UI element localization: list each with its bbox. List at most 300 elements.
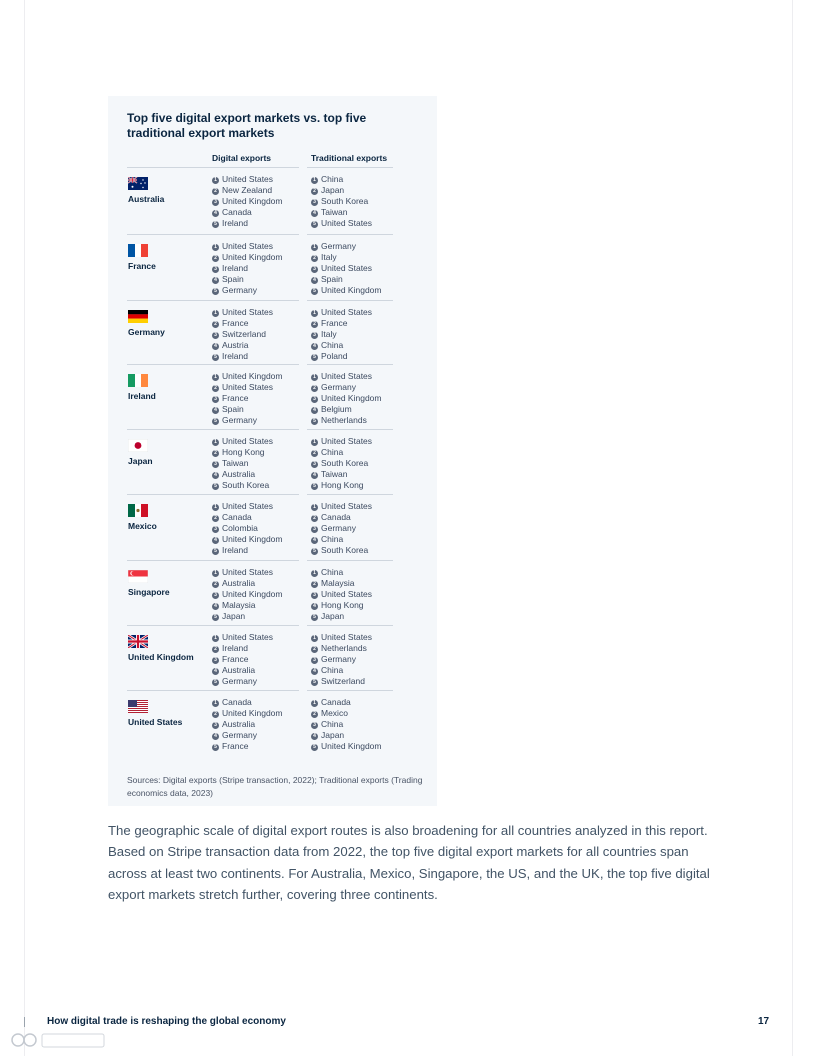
- rank-badge-icon: 2: [311, 581, 318, 588]
- row-divider: [127, 429, 214, 430]
- country-name: United Kingdom: [128, 652, 194, 662]
- market-list-item: [212, 415, 282, 426]
- traditional-export-markets-list: [311, 697, 381, 752]
- row-divider: [127, 560, 214, 561]
- market-name: Italy: [321, 329, 337, 339]
- country-row: [108, 697, 437, 763]
- header-divider: [127, 167, 214, 168]
- market-name: United States: [222, 307, 274, 317]
- market-list-item: [212, 480, 273, 491]
- row-divider: [127, 364, 214, 365]
- market-list-item: [212, 307, 273, 318]
- rank-badge-icon: 1: [311, 504, 318, 511]
- rank-badge-icon: 1: [311, 700, 318, 707]
- country-name: Ireland: [128, 391, 156, 401]
- market-list-item: [212, 263, 282, 274]
- country-row: [108, 501, 437, 567]
- rank-badge-icon: 5: [311, 548, 318, 555]
- rank-badge-icon: 2: [212, 385, 219, 392]
- market-name: United States: [321, 218, 373, 228]
- rank-badge-icon: 5: [311, 354, 318, 361]
- row-divider: [307, 690, 393, 691]
- rank-badge-icon: 1: [311, 310, 318, 317]
- rank-badge-icon: 3: [311, 657, 318, 664]
- rank-badge-icon: 2: [311, 711, 318, 718]
- market-name: Germany: [222, 730, 257, 740]
- country-row: [108, 632, 437, 698]
- digital-export-markets-list: [212, 632, 273, 687]
- market-name: South Korea: [321, 196, 369, 206]
- page-edge-right: [792, 0, 793, 1056]
- rank-badge-icon: 1: [311, 570, 318, 577]
- france-flag-icon: [128, 244, 148, 257]
- market-list-item: [212, 578, 282, 589]
- market-list-item: [311, 741, 381, 752]
- rank-badge-icon: 2: [212, 450, 219, 457]
- market-list-item: [311, 534, 372, 545]
- digital-exports-header: Digital exports: [212, 153, 272, 163]
- rank-badge-icon: 2: [212, 255, 219, 262]
- market-name: United States: [321, 371, 373, 381]
- market-name: United Kingdom: [222, 589, 283, 599]
- mexico-flag-icon: [128, 504, 148, 517]
- market-name: Spain: [321, 274, 343, 284]
- market-name: United Kingdom: [222, 534, 283, 544]
- traditional-export-markets-list: [311, 241, 381, 296]
- market-name: China: [321, 567, 344, 577]
- traditional-export-markets-list: [311, 632, 372, 687]
- rank-badge-icon: 4: [311, 343, 318, 350]
- row-divider: [212, 625, 299, 626]
- traditional-export-markets-list: [311, 567, 372, 622]
- market-list-item: [212, 218, 282, 229]
- market-list-item: [311, 340, 372, 351]
- market-list-item: [311, 185, 372, 196]
- market-name: Italy: [321, 252, 337, 262]
- market-name: France: [321, 318, 348, 328]
- rank-badge-icon: 4: [212, 343, 219, 350]
- rank-badge-icon: 5: [212, 548, 219, 555]
- market-name: France: [222, 393, 249, 403]
- ireland-flag-icon: [128, 374, 148, 387]
- market-name: France: [222, 654, 249, 664]
- market-list-item: [311, 600, 372, 611]
- rank-badge-icon: 4: [212, 537, 219, 544]
- market-list-item: [212, 708, 282, 719]
- market-list-item: [311, 436, 372, 447]
- digital-export-markets-list: [212, 241, 282, 296]
- rank-badge-icon: 4: [311, 407, 318, 414]
- market-name: China: [321, 534, 344, 544]
- market-name: China: [321, 719, 344, 729]
- market-name: China: [321, 340, 344, 350]
- market-name: Switzerland: [321, 676, 365, 686]
- rank-badge-icon: 5: [311, 288, 318, 295]
- body-paragraph: The geographic scale of digital export routes is also broadening for all countries analyzed in this report. Based on Stripe transaction data from 2022, the top five digital export markets for all countries span across at least two continents. For Australia, Mexico, Singapore, the US, and the UK, the top five digital export markets stretch further, covering three continents.: [108, 823, 710, 902]
- rank-badge-icon: 5: [212, 679, 219, 686]
- market-list-item: [311, 654, 372, 665]
- rank-badge-icon: 2: [212, 188, 219, 195]
- market-list-item: [311, 719, 381, 730]
- market-name: Hong Kong: [321, 600, 364, 610]
- digital-export-markets-list: [212, 174, 282, 229]
- rank-badge-icon: 1: [311, 177, 318, 184]
- rank-badge-icon: 2: [311, 646, 318, 653]
- page-edge-left: [24, 0, 25, 1056]
- rank-badge-icon: 4: [311, 277, 318, 284]
- market-name: United States: [222, 632, 274, 642]
- rank-badge-icon: 3: [212, 461, 219, 468]
- rank-badge-icon: 2: [212, 515, 219, 522]
- market-list-item: [311, 218, 372, 229]
- japan-flag-icon: [128, 439, 148, 452]
- market-list-item: [311, 318, 372, 329]
- market-list-item: [311, 469, 372, 480]
- market-list-item: [311, 730, 381, 741]
- rank-badge-icon: 1: [212, 635, 219, 642]
- row-divider: [127, 234, 214, 235]
- market-list-item: [311, 697, 381, 708]
- row-divider: [212, 429, 299, 430]
- market-name: Spain: [222, 404, 244, 414]
- market-name: France: [222, 741, 249, 751]
- market-list-item: [212, 719, 282, 730]
- rank-badge-icon: 4: [212, 407, 219, 414]
- germany-flag-icon: [128, 310, 148, 323]
- market-name: United Kingdom: [222, 252, 283, 262]
- market-name: Japan: [321, 185, 345, 195]
- row-divider: [127, 300, 214, 301]
- market-name: United States: [222, 567, 274, 577]
- market-name: Japan: [321, 730, 345, 740]
- market-name: United States: [321, 263, 373, 273]
- country-row: [108, 567, 437, 633]
- market-name: Malaysia: [222, 600, 256, 610]
- market-name: Germany: [222, 285, 257, 295]
- rank-badge-icon: 4: [311, 668, 318, 675]
- market-name: Australia: [222, 578, 256, 588]
- market-name: Austria: [222, 340, 249, 350]
- market-list-item: [311, 285, 381, 296]
- market-list-item: [212, 534, 282, 545]
- market-list-item: [311, 611, 372, 622]
- market-name: Ireland: [222, 545, 248, 555]
- market-name: Hong Kong: [321, 480, 364, 490]
- digital-export-markets-list: [212, 567, 282, 622]
- market-list-item: [311, 665, 372, 676]
- market-list-item: [311, 708, 381, 719]
- market-list-item: [311, 307, 372, 318]
- traditional-export-markets-list: [311, 174, 372, 229]
- country-row: [108, 174, 437, 240]
- market-name: Germany: [321, 523, 356, 533]
- market-name: Netherlands: [321, 643, 367, 653]
- figure-sources: Sources: Digital exports (Stripe transaction, 2022); Traditional exports (Trading economics data, 2023): [127, 775, 423, 798]
- market-name: China: [321, 665, 344, 675]
- rank-badge-icon: 4: [311, 537, 318, 544]
- rank-badge-icon: 3: [212, 199, 219, 206]
- market-list-item: [212, 512, 282, 523]
- market-list-item: [311, 523, 372, 534]
- market-list-item: [212, 654, 273, 665]
- row-divider: [212, 494, 299, 495]
- market-list-item: [311, 382, 381, 393]
- market-name: United Kingdom: [321, 393, 382, 403]
- country-name: Germany: [128, 327, 165, 337]
- market-name: Netherlands: [321, 415, 367, 425]
- traditional-export-markets-list: [311, 436, 372, 491]
- market-name: United States: [321, 307, 373, 317]
- market-name: Ireland: [222, 218, 248, 228]
- traditional-export-markets-list: [311, 307, 372, 362]
- market-list-item: [212, 174, 282, 185]
- market-list-item: [311, 196, 372, 207]
- market-name: United Kingdom: [222, 708, 283, 718]
- market-list-item: [311, 371, 381, 382]
- market-list-item: [311, 263, 381, 274]
- market-name: Germany: [321, 382, 356, 392]
- market-list-item: [311, 404, 381, 415]
- rank-badge-icon: 1: [311, 244, 318, 251]
- rank-badge-icon: 4: [212, 472, 219, 479]
- market-list-item: [212, 523, 282, 534]
- market-name: Germany: [222, 676, 257, 686]
- rank-badge-icon: 1: [212, 700, 219, 707]
- market-list-item: [212, 589, 282, 600]
- market-name: Australia: [222, 469, 256, 479]
- market-list-item: [311, 480, 372, 491]
- market-list-item: [311, 578, 372, 589]
- market-name: Taiwan: [222, 458, 249, 468]
- united-kingdom-flag-icon: [128, 635, 148, 648]
- market-list-item: [212, 632, 273, 643]
- rank-badge-icon: 2: [311, 188, 318, 195]
- rank-badge-icon: 3: [311, 396, 318, 403]
- market-list-item: [311, 274, 381, 285]
- market-name: United States: [222, 436, 274, 446]
- row-divider: [307, 429, 393, 430]
- row-divider: [127, 494, 214, 495]
- row-divider: [307, 560, 393, 561]
- rank-badge-icon: 2: [311, 450, 318, 457]
- rank-badge-icon: 5: [212, 483, 219, 490]
- row-divider: [307, 364, 393, 365]
- market-list-item: [212, 404, 282, 415]
- market-list-item: [311, 458, 372, 469]
- market-name: Ireland: [222, 351, 248, 361]
- market-list-item: [212, 274, 282, 285]
- market-name: United States: [222, 174, 274, 184]
- row-divider: [307, 494, 393, 495]
- rank-badge-icon: 5: [212, 354, 219, 361]
- row-divider: [212, 690, 299, 691]
- market-list-item: [311, 329, 372, 340]
- rank-badge-icon: 2: [311, 321, 318, 328]
- figure-title: Top five digital export markets vs. top five traditional export markets: [127, 111, 367, 140]
- market-list-item: [212, 318, 273, 329]
- market-list-item: [212, 676, 273, 687]
- market-name: Taiwan: [321, 469, 348, 479]
- country-row: [108, 307, 437, 373]
- market-name: China: [321, 447, 344, 457]
- row-divider: [212, 234, 299, 235]
- rank-badge-icon: 5: [311, 418, 318, 425]
- digital-export-markets-list: [212, 307, 273, 362]
- rank-badge-icon: 3: [311, 199, 318, 206]
- market-name: Germany: [321, 241, 356, 251]
- country-row: [108, 371, 437, 437]
- rank-badge-icon: 4: [311, 210, 318, 217]
- rank-badge-icon: 3: [311, 722, 318, 729]
- market-list-item: [212, 371, 282, 382]
- rank-badge-icon: 1: [212, 504, 219, 511]
- watermark-logo: [8, 1028, 108, 1052]
- market-name: South Korea: [321, 545, 369, 555]
- market-list-item: [311, 207, 372, 218]
- rank-badge-icon: 1: [212, 374, 219, 381]
- market-list-item: [212, 196, 282, 207]
- market-name: Mexico: [321, 708, 348, 718]
- market-name: Australia: [222, 719, 256, 729]
- traditional-export-markets-list: [311, 501, 372, 556]
- market-list-item: [311, 415, 381, 426]
- market-name: United States: [222, 241, 274, 251]
- rank-badge-icon: 4: [311, 603, 318, 610]
- rank-badge-icon: 3: [212, 526, 219, 533]
- market-list-item: [311, 643, 372, 654]
- market-name: United States: [321, 589, 373, 599]
- market-list-item: [212, 730, 282, 741]
- rank-badge-icon: 3: [212, 396, 219, 403]
- market-list-item: [212, 741, 282, 752]
- page-number: 17: [758, 1016, 770, 1027]
- header-divider: [212, 167, 299, 168]
- header-divider: [307, 167, 393, 168]
- market-name: France: [222, 318, 249, 328]
- rank-badge-icon: 5: [311, 614, 318, 621]
- rank-badge-icon: 5: [212, 614, 219, 621]
- country-name: Mexico: [128, 521, 157, 531]
- market-list-item: [212, 458, 273, 469]
- market-name: Colombia: [222, 523, 258, 533]
- rank-badge-icon: 3: [311, 592, 318, 599]
- country-name: Australia: [128, 194, 165, 204]
- market-list-item: [212, 241, 282, 252]
- rank-badge-icon: 5: [212, 418, 219, 425]
- market-list-item: [212, 611, 282, 622]
- rank-badge-icon: 2: [311, 385, 318, 392]
- market-list-item: [311, 252, 381, 263]
- market-list-item: [212, 329, 273, 340]
- footer-divider: [24, 1017, 25, 1027]
- rank-badge-icon: 3: [311, 461, 318, 468]
- market-list-item: [311, 241, 381, 252]
- market-list-item: [212, 207, 282, 218]
- australia-flag-icon: [128, 177, 148, 190]
- export-markets-figure: [108, 96, 437, 806]
- rank-badge-icon: 3: [212, 722, 219, 729]
- market-name: Japan: [222, 611, 246, 621]
- market-name: Ireland: [222, 263, 248, 273]
- market-list-item: [311, 393, 381, 404]
- row-divider: [127, 625, 214, 626]
- rank-badge-icon: 4: [212, 733, 219, 740]
- market-name: Germany: [321, 654, 356, 664]
- market-name: United States: [222, 501, 274, 511]
- market-name: Spain: [222, 274, 244, 284]
- rank-badge-icon: 5: [311, 221, 318, 228]
- market-list-item: [311, 447, 372, 458]
- rank-badge-icon: 3: [311, 266, 318, 273]
- market-list-item: [212, 600, 282, 611]
- market-name: Hong Kong: [222, 447, 265, 457]
- rank-badge-icon: 3: [212, 266, 219, 273]
- united-states-flag-icon: [128, 700, 148, 713]
- market-list-item: [212, 285, 282, 296]
- market-name: Canada: [222, 207, 252, 217]
- rank-badge-icon: 2: [212, 581, 219, 588]
- market-list-item: [212, 501, 282, 512]
- traditional-exports-header: Traditional exports: [311, 153, 388, 163]
- rank-badge-icon: 1: [311, 374, 318, 381]
- row-divider: [307, 300, 393, 301]
- market-list-item: [212, 382, 282, 393]
- row-divider: [212, 560, 299, 561]
- market-name: United States: [222, 382, 274, 392]
- market-name: Poland: [321, 351, 348, 361]
- market-list-item: [212, 697, 282, 708]
- market-name: Switzerland: [222, 329, 266, 339]
- market-name: Australia: [222, 665, 256, 675]
- market-list-item: [212, 351, 273, 362]
- country-row: [108, 241, 437, 307]
- country-name: Japan: [128, 456, 153, 466]
- market-name: United Kingdom: [222, 371, 283, 381]
- market-list-item: [212, 393, 282, 404]
- market-name: South Korea: [222, 480, 270, 490]
- market-list-item: [311, 501, 372, 512]
- digital-export-markets-list: [212, 697, 282, 752]
- market-name: New Zealand: [222, 185, 273, 195]
- rank-badge-icon: 2: [311, 255, 318, 262]
- rank-badge-icon: 5: [311, 744, 318, 751]
- rank-badge-icon: 4: [212, 603, 219, 610]
- market-list-item: [212, 252, 282, 263]
- rank-badge-icon: 1: [311, 439, 318, 446]
- market-name: Taiwan: [321, 207, 348, 217]
- rank-badge-icon: 1: [212, 310, 219, 317]
- market-list-item: [212, 545, 282, 556]
- country-name: United States: [128, 717, 183, 727]
- digital-export-markets-list: [212, 371, 282, 426]
- rank-badge-icon: 1: [311, 635, 318, 642]
- market-name: United Kingdom: [222, 196, 283, 206]
- rank-badge-icon: 3: [311, 526, 318, 533]
- market-name: United Kingdom: [321, 741, 382, 751]
- rank-badge-icon: 1: [212, 177, 219, 184]
- market-list-item: [311, 545, 372, 556]
- market-name: Belgium: [321, 404, 352, 414]
- rank-badge-icon: 3: [212, 592, 219, 599]
- market-list-item: [212, 447, 273, 458]
- market-name: United States: [321, 501, 373, 511]
- market-name: Japan: [321, 611, 345, 621]
- market-name: Canada: [321, 697, 351, 707]
- country-row: [108, 436, 437, 502]
- market-list-item: [311, 632, 372, 643]
- market-list-item: [212, 665, 273, 676]
- market-list-item: [212, 567, 282, 578]
